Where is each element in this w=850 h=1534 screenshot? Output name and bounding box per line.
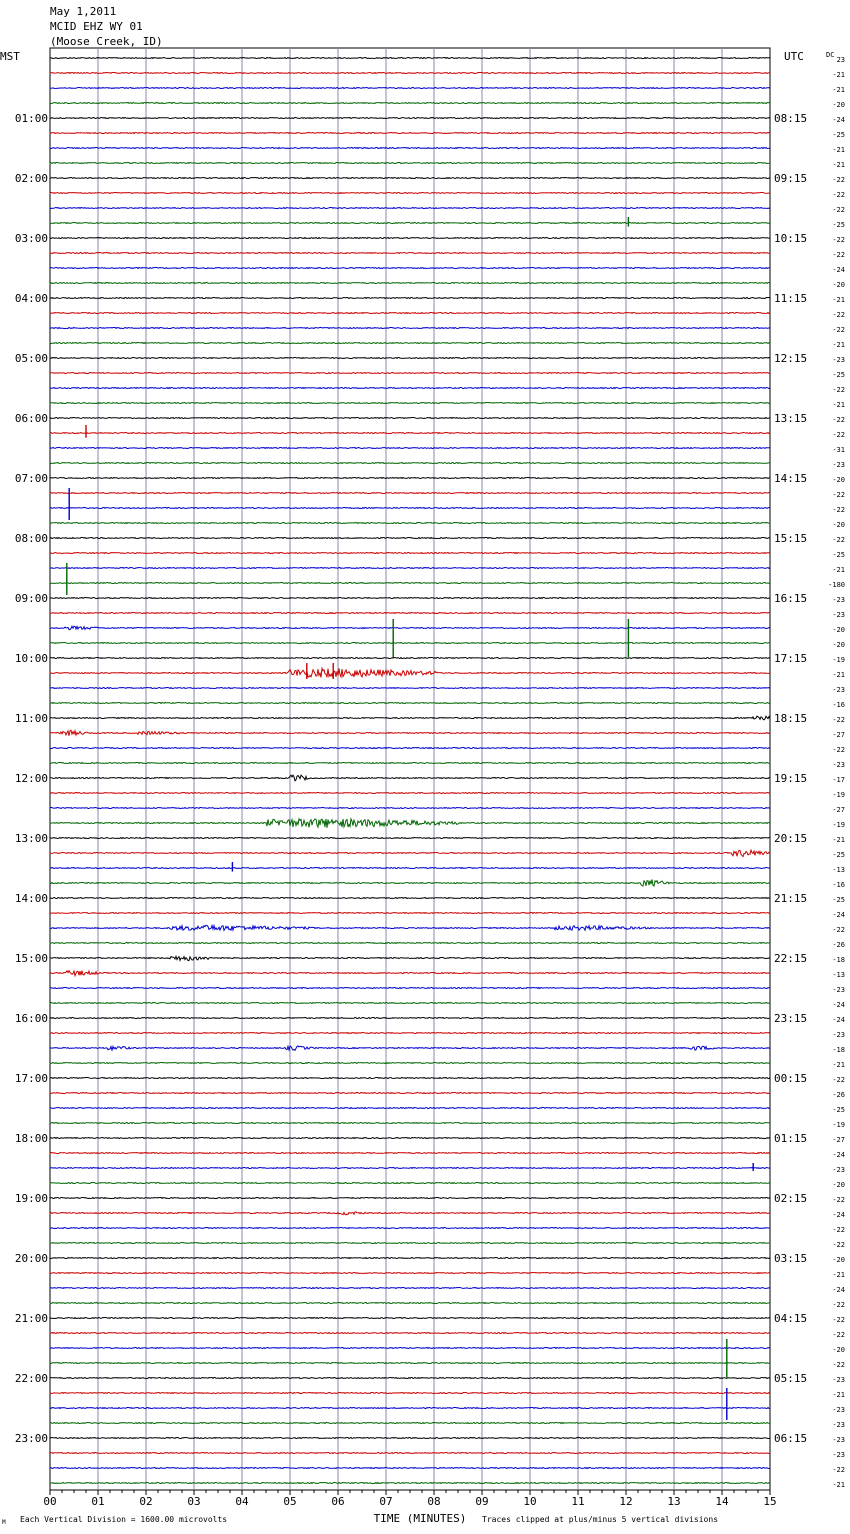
trace-line [50,1212,770,1215]
trace-line [50,343,770,344]
trace-line [50,748,770,749]
dc-offset-label: -21 [832,86,845,94]
dc-offset-label: -19 [832,821,845,829]
right-hour-label: 00:15 [774,1072,808,1085]
dc-offset-label: -23 [832,356,845,364]
dc-offset-label: -22 [832,716,845,724]
trace-line [50,1363,770,1364]
trace-line [50,283,770,284]
dc-offset-label: -23 [832,1421,845,1429]
dc-offset-label: -22 [832,1226,845,1234]
x-axis-label: TIME (MINUTES) [373,1512,467,1525]
trace-line [50,1093,770,1094]
dc-offset-label: -22 [832,326,845,334]
trace-line [50,971,770,976]
dc-offset-label: -21 [832,1391,845,1399]
trace-line [50,538,770,539]
x-tick-label: 09 [475,1495,489,1508]
left-hour-label: 12:00 [14,772,48,785]
dc-offset-label: -25 [832,371,845,379]
trace-line [50,1333,770,1334]
x-tick-label: 03 [187,1495,201,1508]
left-hour-label: 20:00 [14,1252,48,1265]
trace-line [50,1003,770,1004]
trace-line [50,1378,770,1379]
left-hour-label: 10:00 [14,652,48,665]
dc-offset-label: -27 [832,806,845,814]
right-hour-label: 16:15 [774,592,808,605]
trace-line [50,268,770,269]
dc-offset-label: -22 [832,1196,845,1204]
trace-line [50,253,770,254]
trace-line [50,1273,770,1274]
dc-offset-label: -23 [832,596,845,604]
trace-line [50,1108,770,1109]
trace-line [50,1318,770,1319]
dc-offset-label: -20 [832,1256,845,1264]
dc-offset-label: -18 [832,956,845,964]
location-label: (Moose Creek, ID) [50,35,163,48]
x-tick-label: 07 [379,1495,393,1508]
dc-offset-label: -19 [832,656,845,664]
trace-line [50,208,770,209]
trace-line [50,730,770,736]
right-hour-label: 15:15 [774,532,808,545]
right-hour-label: 17:15 [774,652,808,665]
left-hour-label: 05:00 [14,352,48,365]
dc-offset-label: -21 [832,1271,845,1279]
trace-line [50,1468,770,1469]
dc-offset-label: -27 [832,1136,845,1144]
left-hour-label: 06:00 [14,412,48,425]
dc-offset-label: -22 [832,1076,845,1084]
trace-line [50,1063,770,1064]
trace-line [50,1153,770,1154]
trace-line [50,808,770,809]
dc-offset-label: -16 [832,701,845,709]
trace-line [50,373,770,374]
station-label: MCID EHZ WY 01 [50,20,143,33]
x-tick-label: 13 [667,1495,681,1508]
x-tick-label: 14 [715,1495,729,1508]
trace-line [50,626,770,629]
dc-offset-label: -13 [832,971,845,979]
trace-line [50,118,770,119]
dc-offset-label: -180 [828,581,845,589]
dc-offset-label: -22 [832,236,845,244]
trace-line [50,73,770,74]
trace-line [50,1183,770,1184]
trace-line [50,1288,770,1289]
trace-line [50,568,770,569]
dc-offset-label: -22 [832,176,845,184]
right-hour-label: 13:15 [774,412,808,425]
dc-offset-label: -24 [832,1001,845,1009]
trace-line [50,775,770,781]
right-hour-label: 11:15 [774,292,808,305]
x-tick-label: 12 [619,1495,633,1508]
x-tick-label: 04 [235,1495,249,1508]
trace-line [50,553,770,554]
trace-line [50,925,770,930]
dc-offset-label: -24 [832,266,845,274]
right-hour-label: 03:15 [774,1252,808,1265]
dc-offset-label: -13 [832,866,845,874]
dc-offset-label: -24 [832,911,845,919]
x-tick-label: 06 [331,1495,345,1508]
trace-line [50,1243,770,1244]
trace-line [50,1033,770,1034]
right-hour-label: 02:15 [774,1192,808,1205]
trace-line [50,913,770,914]
dc-offset-label: -19 [832,1121,845,1129]
trace-line [50,448,770,449]
left-hour-label: 23:00 [14,1432,48,1445]
trace-line [50,418,770,419]
left-hour-label: 01:00 [14,112,48,125]
trace-line [50,1046,770,1050]
right-hour-label: 21:15 [774,892,808,905]
dc-offset-label: -24 [832,1286,845,1294]
right-hour-label: 05:15 [774,1372,808,1385]
dc-offset-label: -22 [832,191,845,199]
dc-offset-label: -20 [832,1346,845,1354]
dc-offset-label: -21 [832,401,845,409]
right-hour-label: 01:15 [774,1132,808,1145]
dc-offset-label: -22 [832,926,845,934]
dc-offset-label: -22 [832,206,845,214]
trace-line [50,1438,770,1439]
trace-line [50,598,770,599]
trace-line [50,328,770,329]
trace-line [50,1258,770,1259]
dc-offset-label: -24 [832,1016,845,1024]
dc-offset-label: -16 [832,881,845,889]
left-hour-label: 18:00 [14,1132,48,1145]
dc-offset-label: -26 [832,1091,845,1099]
trace-line [50,1303,770,1304]
dc-offset-label: -22 [832,311,845,319]
dc-offset-label: -20 [832,1181,845,1189]
trace-line [50,793,770,794]
dc-offset-label: -22 [832,416,845,424]
trace-line [50,313,770,314]
dc-offset-label: -20 [832,626,845,634]
trace-line [50,238,770,239]
dc-offset-label: -21 [832,1061,845,1069]
right-hour-label: 20:15 [774,832,808,845]
right-hour-label: 23:15 [774,1012,808,1025]
left-hour-label: 22:00 [14,1372,48,1385]
left-hour-label: 08:00 [14,532,48,545]
trace-line [50,716,770,720]
trace-line [50,819,770,828]
right-hour-label: 12:15 [774,352,808,365]
trace-line [50,838,770,839]
dc-offset-label: -20 [832,641,845,649]
dc-offset-label: -25 [832,1106,845,1114]
trace-line [50,880,770,887]
trace-line [50,868,770,869]
dc-offset-label: -17 [832,776,845,784]
dc-offset-label: -22 [832,1331,845,1339]
trace-line [50,1348,770,1349]
dc-offset-label: -25 [832,896,845,904]
dc-offset-label: -22 [832,431,845,439]
dc-offset-label: -22 [832,1361,845,1369]
dc-offset-label: -22 [832,1301,845,1309]
trace-line [50,478,770,479]
trace-line [50,583,770,584]
trace-line [50,1453,770,1454]
dc-offset-label: -22 [832,536,845,544]
dc-label: DC [826,51,835,59]
trace-line [50,943,770,944]
left-hour-label: 21:00 [14,1312,48,1325]
dc-offset-label: -31 [832,446,845,454]
trace-line [50,898,770,899]
dc-offset-label: -20 [832,281,845,289]
trace-line [50,1123,770,1124]
trace-line [50,1483,770,1484]
trace-line [50,1228,770,1229]
trace-line [50,523,770,524]
x-tick-label: 01 [91,1495,105,1508]
dc-offset-label: -20 [832,521,845,529]
trace-line [50,403,770,404]
trace-line [50,433,770,434]
left-axis-label: MST [0,50,20,63]
trace-line [50,688,770,689]
left-hour-label: 13:00 [14,832,48,845]
trace-line [50,148,770,149]
dc-offset-label: -19 [832,791,845,799]
trace-line [50,193,770,194]
left-hour-label: 04:00 [14,292,48,305]
trace-line [50,1018,770,1019]
dc-offset-label: -23 [832,1451,845,1459]
trace-line [50,88,770,89]
x-tick-label: 05 [283,1495,297,1508]
dc-offset-label: -23 [832,686,845,694]
right-hour-label: 18:15 [774,712,808,725]
right-hour-label: 14:15 [774,472,808,485]
left-hour-label: 09:00 [14,592,48,605]
dc-offset-label: -25 [832,131,845,139]
x-tick-label: 10 [523,1495,537,1508]
dc-offset-label: -23 [832,1436,845,1444]
dc-offset-label: -21 [832,836,845,844]
left-hour-label: 17:00 [14,1072,48,1085]
footer-clip-note: Traces clipped at plus/minus 5 vertical divisions [482,1515,719,1524]
dc-offset-label: -23 [832,1166,845,1174]
x-tick-label: 11 [571,1495,585,1508]
left-hour-label: 19:00 [14,1192,48,1205]
dc-offset-label: -22 [832,506,845,514]
trace-line [50,493,770,494]
trace-line [50,388,770,389]
trace-line [50,850,770,857]
trace-line [50,223,770,224]
dc-offset-label: -23 [832,1406,845,1414]
dc-offset-label: -26 [832,941,845,949]
trace-line [50,103,770,104]
dc-offset-label: -23 [832,761,845,769]
trace-line [50,508,770,509]
trace-line [50,298,770,299]
left-hour-label: 11:00 [14,712,48,725]
dc-offset-label: -22 [832,1241,845,1249]
right-axis-label: UTC [784,50,804,63]
trace-line [50,58,770,59]
trace-line [50,1393,770,1394]
dc-offset-label: -23 [832,461,845,469]
footer-scale-note: Each Vertical Division = 1600.00 microvolts [20,1515,228,1524]
trace-line [50,133,770,134]
right-hour-label: 06:15 [774,1432,808,1445]
trace-line [50,1168,770,1169]
left-hour-label: 15:00 [14,952,48,965]
trace-line [50,358,770,359]
left-hour-label: 14:00 [14,892,48,905]
dc-offset-label: -25 [832,221,845,229]
dc-offset-label: -21 [832,566,845,574]
dc-offset-label: -23 [832,986,845,994]
left-hour-label: 16:00 [14,1012,48,1025]
trace-line [50,643,770,644]
right-hour-label: 22:15 [774,952,808,965]
dc-offset-label: -21 [832,671,845,679]
trace-line [50,178,770,179]
dc-offset-label: -22 [832,746,845,754]
right-hour-label: 04:15 [774,1312,808,1325]
x-tick-label: 00 [43,1495,57,1508]
dc-offset-label: -21 [832,146,845,154]
trace-line [50,1138,770,1139]
left-hour-label: 07:00 [14,472,48,485]
trace-line [50,463,770,464]
dc-offset-label: -24 [832,1151,845,1159]
trace-line [50,658,770,659]
x-tick-label: 08 [427,1495,441,1508]
trace-line [50,988,770,989]
right-hour-label: 08:15 [774,112,808,125]
trace-line [50,703,770,704]
dc-offset-label: -21 [832,161,845,169]
dc-offset-label: -24 [832,1211,845,1219]
dc-offset-label: -18 [832,1046,845,1054]
trace-line [50,1408,770,1409]
right-hour-label: 09:15 [774,172,808,185]
dc-offset-label: -24 [832,116,845,124]
trace-line [50,956,770,960]
trace-line [50,668,770,678]
dc-offset-label: -25 [832,551,845,559]
dc-offset-label: -21 [832,71,845,79]
left-hour-label: 03:00 [14,232,48,245]
dc-offset-label: -22 [832,251,845,259]
dc-offset-label: -23 [832,611,845,619]
x-tick-label: 15 [763,1495,777,1508]
dc-offset-label: -20 [832,476,845,484]
dc-offset-label: 23 [836,56,845,64]
dc-offset-label: -22 [832,386,845,394]
dc-offset-label: -21 [832,1481,845,1489]
dc-offset-label: -22 [832,1466,845,1474]
dc-offset-label: -22 [832,1316,845,1324]
right-hour-label: 10:15 [774,232,808,245]
dc-offset-label: -23 [832,1376,845,1384]
trace-line [50,1198,770,1199]
trace-line [50,1423,770,1424]
date-label: May 1,2011 [50,5,117,18]
trace-line [50,163,770,164]
left-hour-label: 02:00 [14,172,48,185]
dc-offset-label: -22 [832,491,845,499]
right-hour-label: 19:15 [774,772,808,785]
footer-mark: M [2,1519,6,1526]
dc-offset-label: -25 [832,851,845,859]
dc-offset-label: -21 [832,341,845,349]
x-tick-label: 02 [139,1495,153,1508]
trace-line [50,613,770,614]
trace-line [50,763,770,764]
trace-line [50,1078,770,1079]
dc-offset-label: -23 [832,1031,845,1039]
dc-offset-label: -20 [832,101,845,109]
dc-offset-label: -27 [832,731,845,739]
dc-offset-label: -21 [832,296,845,304]
